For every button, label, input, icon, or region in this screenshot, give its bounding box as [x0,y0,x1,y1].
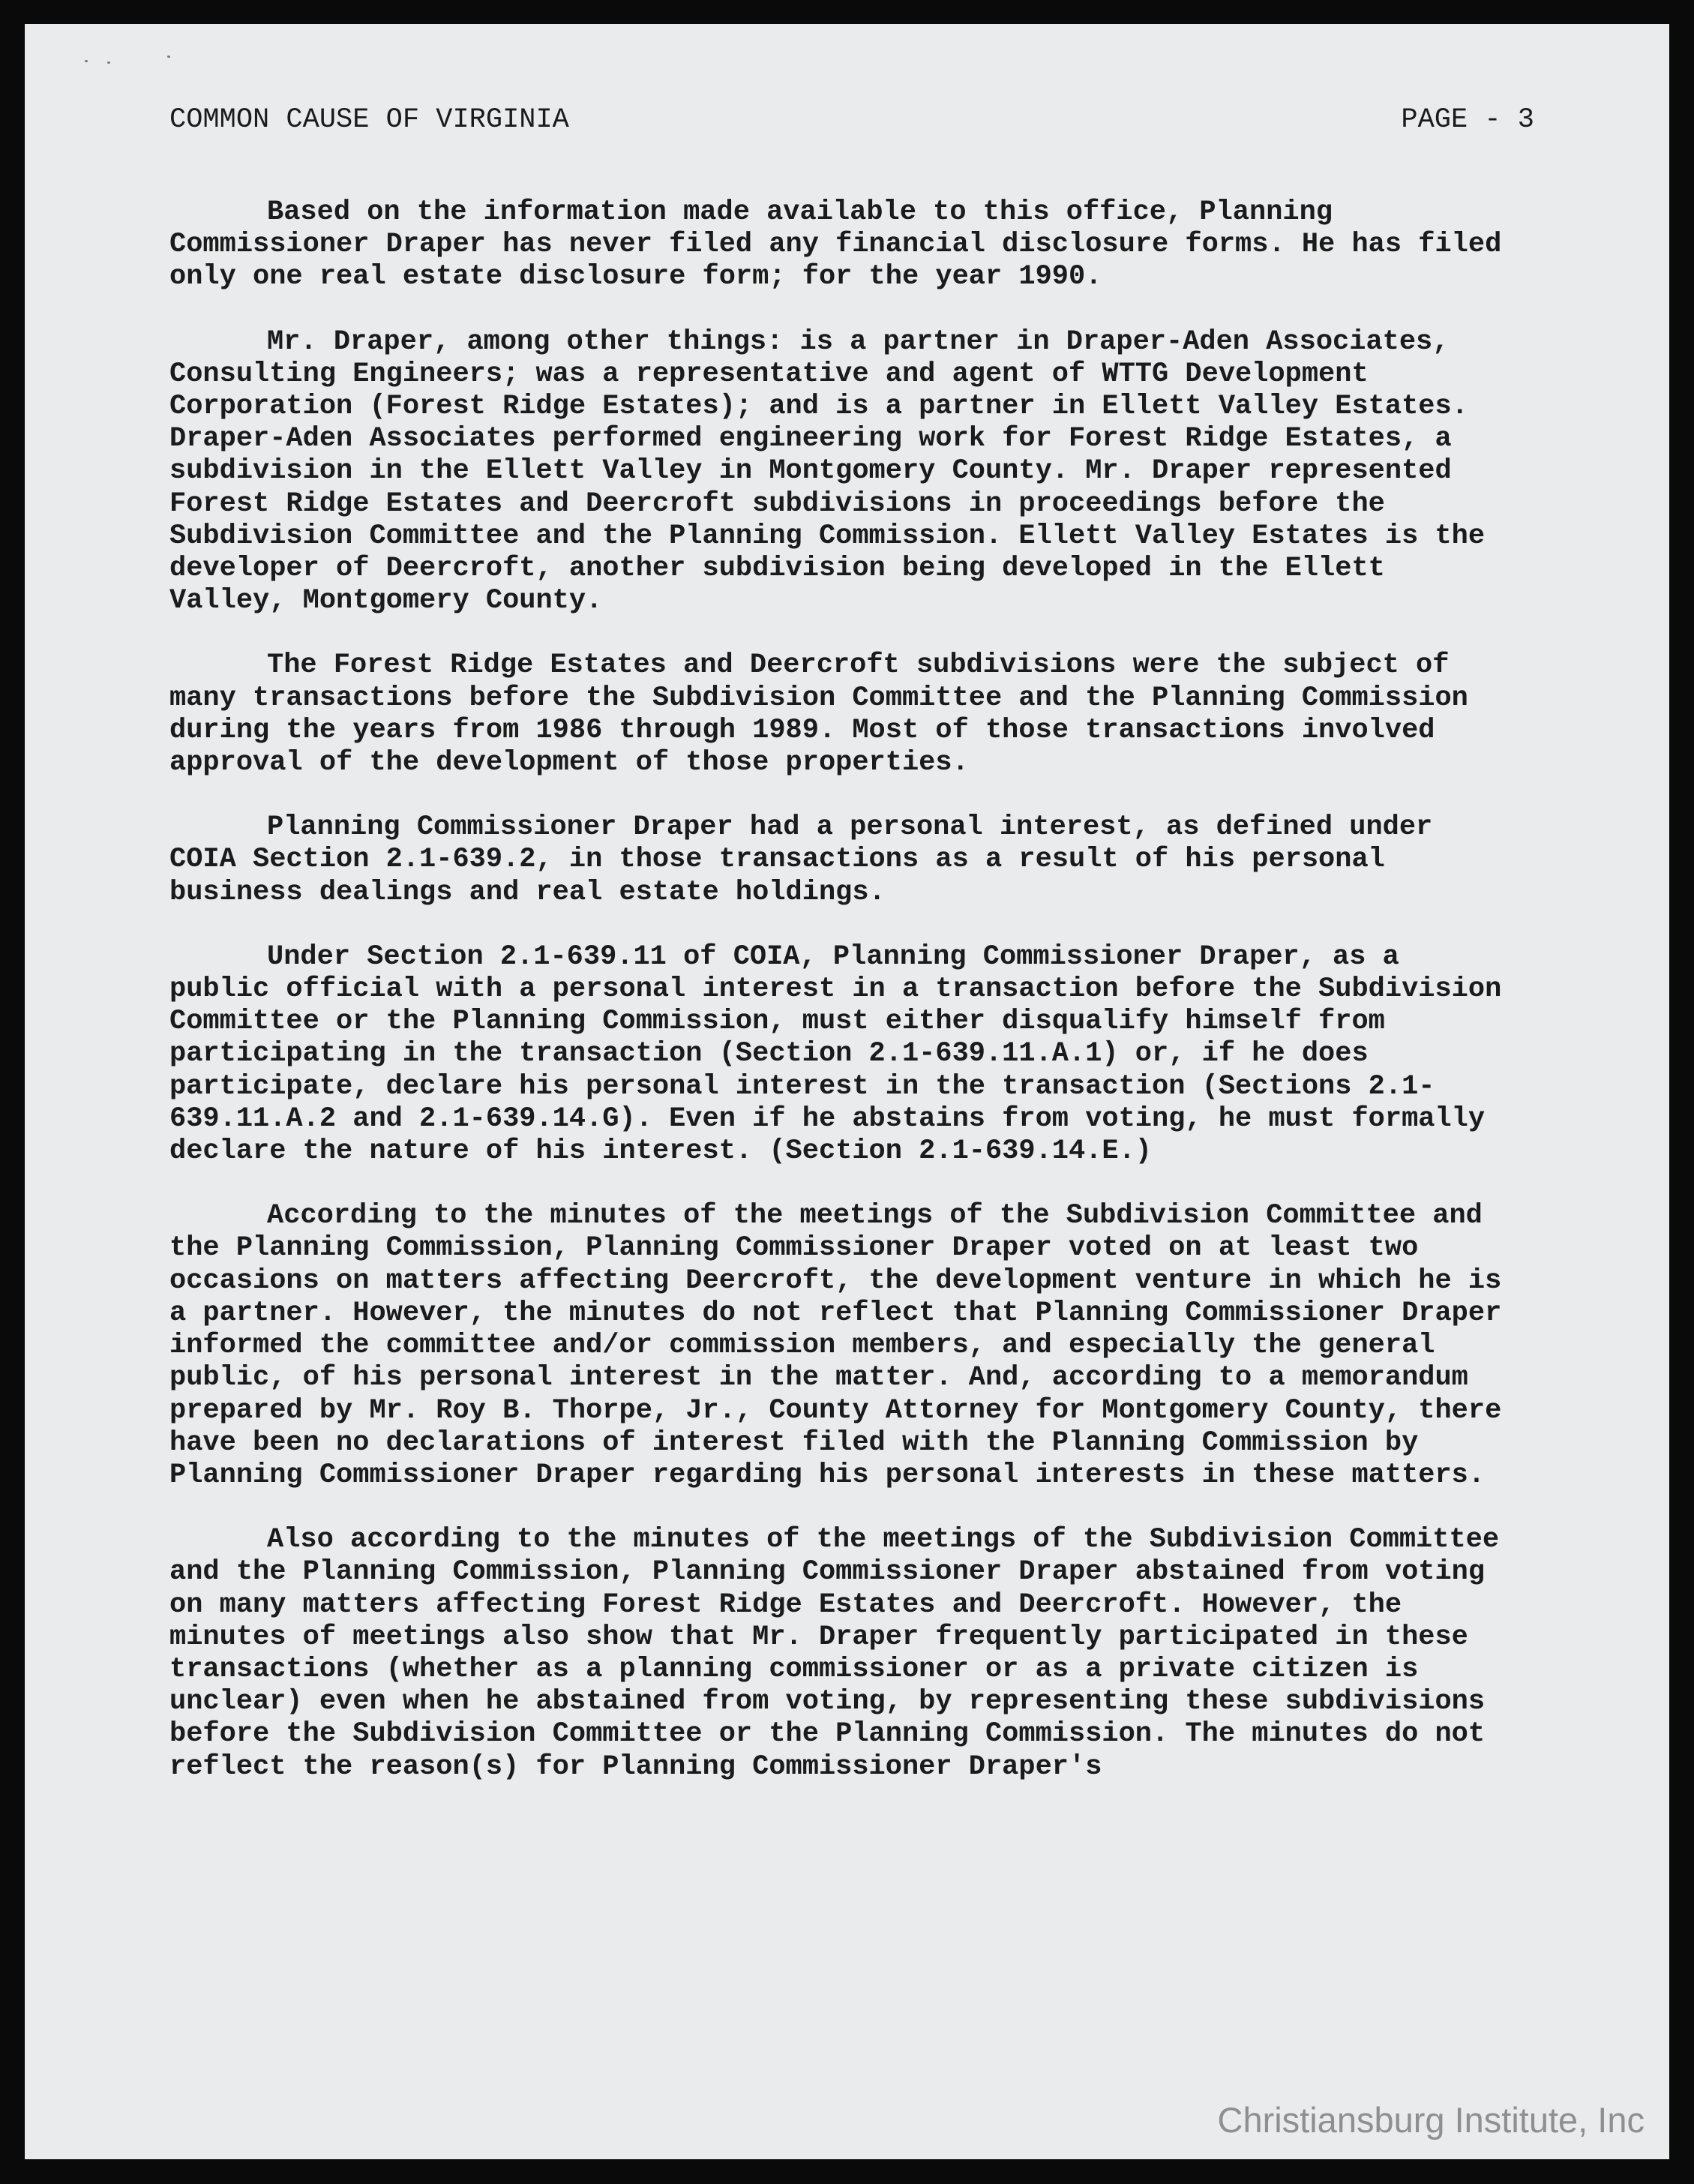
paragraph-abstentions: Also according to the minutes of the meetings of the Subdivision Committee and the Planning Commission, Planning Commissioner Draper abstained from voting on many matters affecting Forest Ridge Estates and Deercroft. However, the minutes of meetings also show that Mr. Draper frequently participated in these transactions (whether as a planning commissioner or as a private citizen is unclear) even when he abstained from voting, by representing these subdivisions before the Subdivision Committee or the Planning Commission. The minutes do not reflect the reason(s) for Planning Commissioner Draper's [169,1524,1500,1783]
paper-speck [85,60,88,62]
paragraph-voting-record: According to the minutes of the meetings of the Subdivision Committee and the Planning Commission, Planning Commissioner Draper voted on at least two occasions on matters affecting Deercroft, the development venture in which he is a partner. However, the minutes do not reflect that Planning Commissioner Draper informed the committee and/or commission members, and especially the general public, of his personal interest in the matter. And, according to a memorandum prepared by Mr. Roy B. Thorpe, Jr., County Attorney for Montgomery County, there have been no declarations of interest filed with the Planning Commission by Planning Commissioner Draper regarding his personal interests in these matters. [169,1200,1502,1491]
paragraph-coia-requirements: Under Section 2.1-639.11 of COIA, Planning Commissioner Draper, as a public official with a personal interest in a transaction before the Subdivision Committee or the Planning Commission, must either disqualify himself from participating in the transaction (Section 2.1-639.11.A.1) or, if he does participate, declare his personal interest in the transaction (Sections 2.1-639.11.A.2 and 2.1-639.14.G). Even if he abstains from voting, he must formally declare the nature of his interest. (Section 2.1-639.14.E.) [169,940,1502,1168]
paragraph-transactions: The Forest Ridge Estates and Deercroft subdivisions were the subject of many transactions before the Subdivision Committee and the Planning Commission during the years from 1986 through 1989. Most of those transactions involved approval of the development of those properties. [169,650,1468,779]
header-page-number: PAGE - 3 [1401,104,1534,136]
paper-speck [167,56,170,58]
watermark-text: Christiansburg Institute, Inc [1217,2100,1645,2140]
letter-body [169,196,1512,1816]
paper-speck [107,62,110,64]
paragraph-disclosure-forms: Based on the information made available to this office, Planning Commissioner Draper has never filed any financial disclosure forms. He has filed only one real estate disclosure form; for the year 1990. [169,196,1502,293]
paragraph-personal-interest: Planning Commissioner Draper had a personal interest, as defined under COIA Section 2.1-639.2, in those transactions as a result of his personal business dealings and real estate holdings. [169,812,1433,908]
document-page [25,24,1669,2159]
header-organization: COMMON CAUSE OF VIRGINIA [169,104,569,136]
paragraph-business-interests: Mr. Draper, among other things: is a partner in Draper-Aden Associates, Consulting Engineers; was a representative and agent of WTTG Development Corporation (Forest Ridge Estates); and is a partner in Ellett Valley Estates. Draper-Aden Associates performed engineering work for Forest Ridge Estates, a subdivision in the Ellett Valley in Montgomery County. Mr. Draper represented Forest Ridge Estates and Deercroft subdivisions in proceedings before the Subdivision Committee and the Planning Commission. Ellett Valley Estates is the developer of Deercroft, another subdivision being developed in the Ellett Valley, Montgomery County. [169,326,1486,617]
